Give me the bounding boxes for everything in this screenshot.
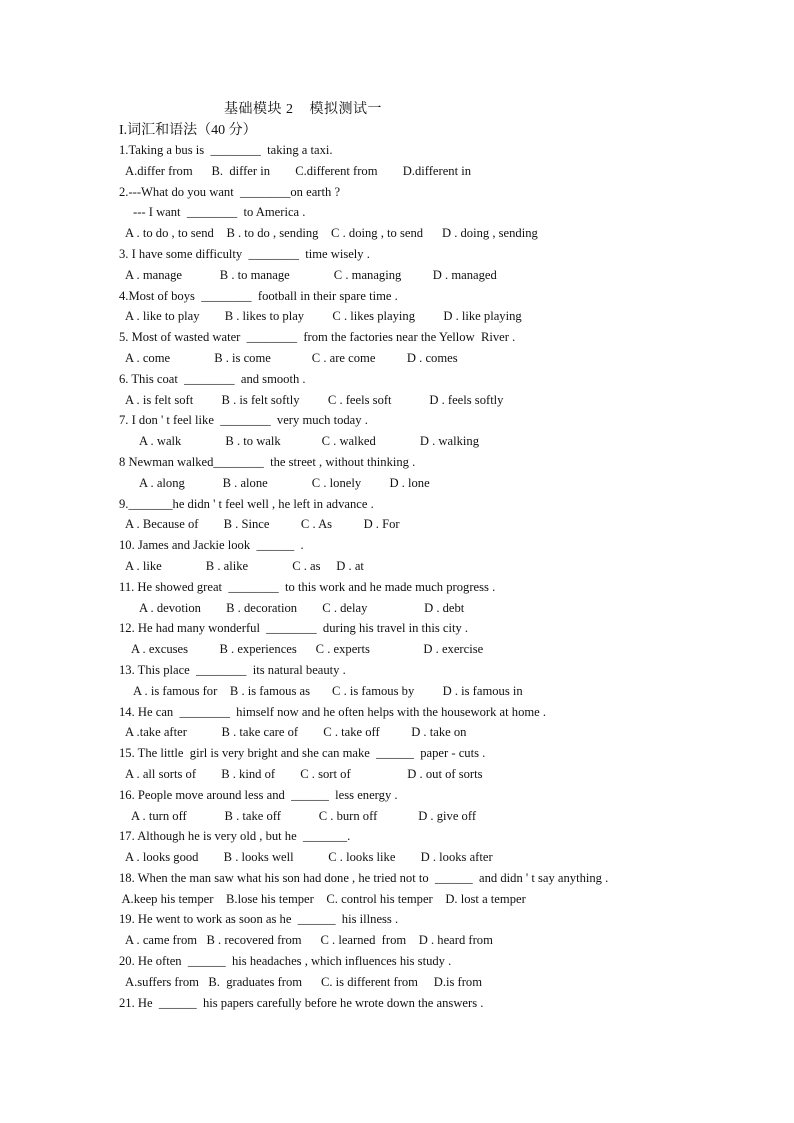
options-line: A . like to play B . likes to play C . likes playing D . like playing — [125, 309, 522, 324]
options-line: A . excuses B . experiences C . experts D . exercise — [131, 642, 484, 657]
question-line: 19. He went to work as soon as he ______ his illness . — [119, 912, 399, 927]
question-line: 4.Most of boys ________ football in their spare time . — [119, 288, 398, 303]
question-line: 6. This coat ________ and smooth . — [119, 371, 306, 386]
options-line: A . is felt soft B . is felt softly C . feels soft D . feels softly — [125, 392, 504, 407]
options-line: A . is famous for B . is famous as C . is famous by D . is famous in — [133, 683, 523, 698]
question-line: 16. People move around less and ______ less energy . — [119, 787, 398, 802]
question-line: 9._______he didn ' t feel well , he left in advance . — [119, 496, 374, 511]
options-line: A . come B . is come C . are come D . comes — [125, 350, 458, 365]
options-line: A .take after B . take care of C . take off D . take on — [125, 725, 467, 740]
section-heading: I.词汇和语法（40 分） — [119, 123, 257, 138]
question-line: 5. Most of wasted water ________ from the factories near the Yellow River . — [119, 330, 516, 345]
options-line: A.differ from B. differ in C.different from D.different in — [125, 163, 472, 178]
options-line: A . all sorts of B . kind of C . sort of D . out of sorts — [125, 766, 483, 781]
question-line: 21. He ______ his papers carefully before he wrote down the answers . — [119, 995, 484, 1010]
question-line: 14. He can ________ himself now and he often helps with the housework at home . — [119, 704, 547, 719]
options-line: A . along B . alone C . lonely D . lone — [139, 475, 430, 490]
question-line: 18. When the man saw what his son had done , he tried not to ______ and didn ' t say anything . — [119, 870, 609, 885]
question-line: 20. He often ______ his headaches , which influences his study . — [119, 954, 452, 969]
question-line: 3. I have some difficulty ________ time wisely . — [119, 246, 370, 261]
options-line: A . turn off B . take off C . burn off D . give off — [131, 808, 477, 823]
options-line: A . like B . alike C . as D . at — [125, 558, 364, 573]
question-line: 10. James and Jackie look ______ . — [119, 538, 304, 553]
question-line: 7. I don ' t feel like ________ very much today . — [119, 413, 368, 428]
question-line: 2.---What do you want ________on earth ? — [119, 184, 341, 199]
question-line: --- I want ________ to America . — [133, 205, 306, 220]
question-line: 15. The little girl is very bright and she can make ______ paper - cuts . — [119, 746, 486, 761]
question-line: 8 Newman walked________ the street , without thinking . — [119, 454, 416, 469]
options-line: A . manage B . to manage C . managing D . managed — [125, 267, 497, 282]
options-line: A . to do , to send B . to do , sending C . doing , to send D . doing , sending — [125, 226, 538, 241]
question-line: 13. This place ________ its natural beauty . — [119, 662, 346, 677]
question-line: 12. He had many wonderful ________ during his travel in this city . — [119, 621, 469, 636]
options-line: A.suffers from B. graduates from C. is different from D.is from — [125, 974, 482, 989]
question-line: 11. He showed great ________ to this work and he made much progress . — [119, 579, 496, 594]
options-line: A . Because of B . Since C . As D . For — [125, 517, 400, 532]
question-line: 1.Taking a bus is ________ taking a taxi. — [119, 143, 333, 157]
options-line: A . came from B . recovered from C . learned from D . heard from — [125, 933, 493, 948]
options-line: A.keep his temper B.lose his temper C. control his temper D. lost a temper — [119, 891, 526, 906]
options-line: A . looks good B . looks well C . looks like D . looks after — [125, 850, 493, 865]
question-list — [119, 140, 719, 1013]
options-line: A . walk B . to walk C . walked D . walking — [139, 434, 480, 449]
question-line: 17. Although he is very old , but he _______. — [119, 829, 351, 844]
options-line: A . devotion B . decoration C . delay D . debt — [139, 600, 465, 615]
page-title: 基础模块 2 模拟测试一 — [224, 102, 382, 117]
